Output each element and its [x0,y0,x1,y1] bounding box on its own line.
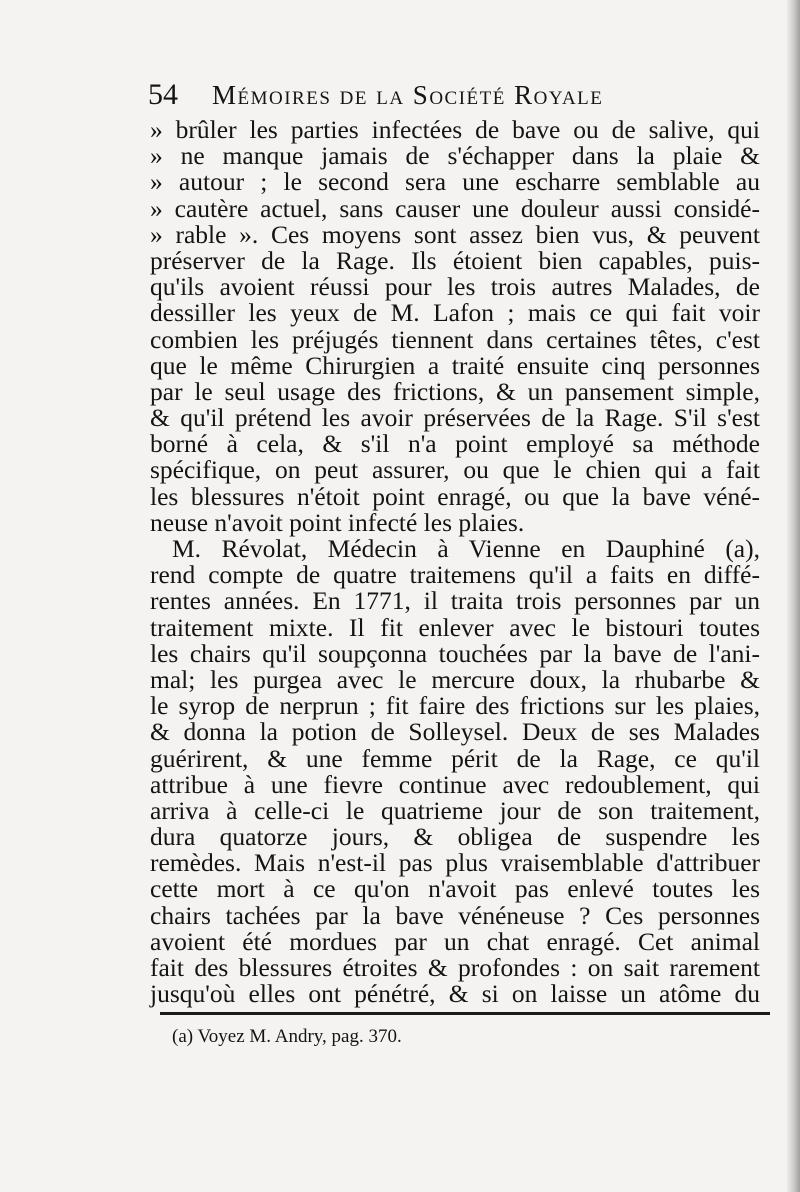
text-line: » cautère actuel, sans causer une douleur aussi considé- [150,193,760,223]
text-line: par le seul usage des frictions, & un pansement simple, [150,376,760,406]
body-text [150,117,760,1007]
text-line: qu'ils avoient réussi pour les trois autres Malades, de [150,272,760,302]
text-line: que le même Chirurgien a traité ensuite cinq personnes [150,350,760,380]
text-line: fait des blessures étroites & profondes : on sait rarement [150,953,760,982]
text-line: jusqu'où elles ont pénétré, & si on laisse un atôme du [150,979,760,1009]
text-line: remèdes. Mais n'est-il pas plus vraisemblable d'attribuer [150,848,760,878]
text-line: chairs tachées par la bave vénéneuse ? Ces personnes [150,900,760,930]
text-line: » brûler les parties infectées de bave ou de salive, qui [150,115,760,144]
text-line: mal; les purgea avec le mercure doux, la rhubarbe & [150,664,760,694]
text-line: les blessures n'étoit point enragé, ou que la bave véné- [150,481,760,511]
text-line: neuse n'avoit point infecté les plaies. [150,507,525,537]
text-line: arriva à celle-ci le quatrieme jour de son traitement, [150,795,760,825]
page-number: 54 [148,78,178,111]
text-line: combien les préjugés tiennent dans certaines têtes, c'est [150,324,760,354]
text-line: » autour ; le second sera une escharre semblable au [150,167,760,197]
text-line: » rable ». Ces moyens sont assez bien vus, & peuvent [150,219,760,249]
page-header [148,78,708,114]
text-line: le syrop de nerprun ; fit faire des frictions sur les plaies, [150,691,760,721]
text-line: rentes années. En 1771, il traita trois personnes par un [150,586,760,616]
text-line: traitement mixte. Il fit enlever avec le bistouri toutes [150,612,760,642]
text-line: cette mort à ce qu'on n'avoit pas enlevé toutes les [150,874,760,904]
footnote: (a) Voyez M. Andry, pag. 370. [172,1026,402,1047]
text-line: les chairs qu'il soupçonna touchées par la bave de l'ani- [150,638,760,668]
text-line: borné à cela, & s'il n'a point employé sa méthode [150,429,760,459]
text-line: spécifique, on peut assurer, ou que le chien qui a fait [150,455,760,485]
text-line: préserver de la Rage. Ils étoient bien capables, puis- [150,245,760,275]
paragraph-start-line: M. Révolat, Médecin à Vienne en Dauphiné (a), [172,534,760,563]
page-edge-shadow [786,0,800,1192]
text-line: & donna la potion de Solleysel. Deux de ses Malades [150,717,760,747]
running-title: Mémoires de la Société Royale [212,80,604,110]
text-line: guérirent, & une femme périt de la Rage, ce qu'il [150,743,760,773]
footnote-rule [160,1012,770,1015]
text-line: dura quatorze jours, & obligea de suspendre les [150,822,760,852]
text-line: dessiller les yeux de M. Lafon ; mais ce qui fait voir [150,298,760,328]
text-line: & qu'il prétend les avoir préservées de la Rage. S'il s'est [150,403,760,433]
text-line: attribue à une fievre continue avec redoublement, qui [150,769,760,799]
text-line: avoient été mordues par un chat enragé. Cet animal [150,926,760,956]
text-line: » ne manque jamais de s'échapper dans la plaie & [150,141,760,171]
text-line: rend compte de quatre traitemens qu'il a faits en diffé- [150,560,760,590]
